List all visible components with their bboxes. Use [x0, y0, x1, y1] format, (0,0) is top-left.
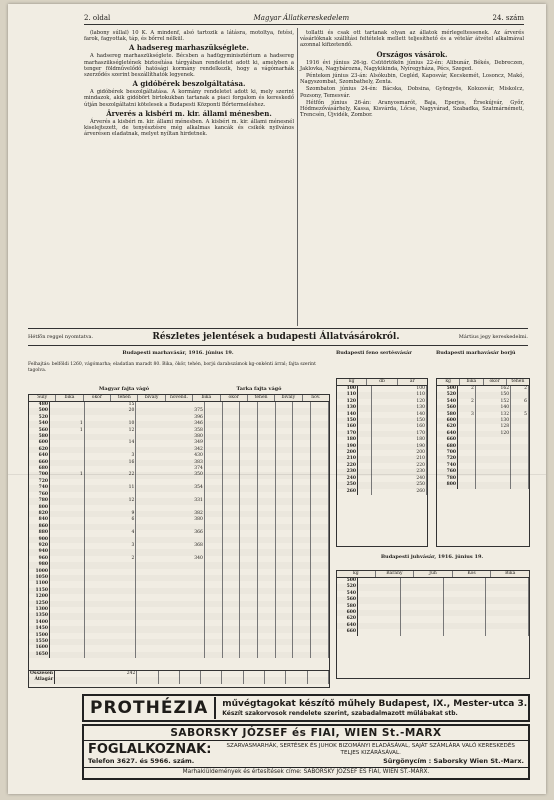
group-header-a: Magyar fajta vágó [98, 386, 150, 392]
weight-cell: 660 [437, 437, 458, 443]
weight-cell: 660 [337, 629, 358, 635]
main-table-totals [28, 670, 330, 688]
value-cell: 220 [372, 463, 427, 469]
newspaper-title: Magyar Állatkereskedelem [253, 14, 350, 22]
weight-cell: 1450 [29, 626, 50, 632]
newspaper-page [8, 4, 546, 794]
column-header: bika [460, 379, 483, 386]
value-cell: 250 [372, 482, 427, 488]
weight-cell: 600 [437, 418, 458, 424]
weight-cell: 250 [337, 482, 358, 488]
weight-cell: 660 [29, 460, 50, 466]
weight-cell: 640 [29, 453, 50, 459]
weight-cell: 240 [337, 476, 358, 482]
weight-cell: 520 [437, 392, 458, 398]
weight-cell: 520 [29, 415, 50, 421]
value-cell: 15 [84, 402, 136, 408]
weight-cell: 680 [437, 444, 458, 450]
weight-cell: 720 [29, 479, 50, 485]
weight-cell: 700 [29, 472, 50, 478]
value-cell [311, 652, 329, 658]
weight-cell: 600 [29, 440, 50, 446]
weight-cell: 780 [437, 476, 458, 482]
value-cell [400, 629, 443, 635]
weight-cell: 540 [29, 421, 50, 427]
table-row [29, 652, 329, 658]
value-cell: 6 [84, 517, 136, 523]
weight-cell: 1050 [29, 575, 50, 581]
value-cell: 382 [136, 511, 205, 517]
column-header: tehén [111, 395, 138, 402]
page-header [84, 12, 524, 25]
value-cell [55, 677, 137, 683]
ad-company-name: SABORSKY JÓZSEF és FIAI, WIEN St.-MARX [84, 726, 528, 741]
article-text: A hadsereg marhaszükséglete. Bécsben a hadügyminisztérium a hadsereg marhaszükségletének biztosítása tárgyában rendeletet adott ki, amelyben a tenger földművelődő hatósági kormány rendelkezik, hogy a vágómarhák szerződés szerint beszállíthatók legyenek. [84, 53, 294, 79]
value-cell [201, 677, 222, 683]
totals-label: Átlagár [29, 677, 55, 683]
weight-cell: 1650 [29, 652, 50, 658]
weight-cell: 620 [437, 424, 458, 430]
report-left-note: Hétfőn reggel nyomtatva. [28, 334, 94, 340]
value-cell [240, 652, 258, 658]
value-cell [486, 629, 529, 635]
value-cell: 1 [50, 428, 85, 434]
weight-cell: 760 [437, 469, 458, 475]
value-cell: 260 [372, 489, 427, 495]
value-cell: 9 [84, 511, 136, 517]
weight-cell: 620 [337, 616, 358, 622]
sheep-table-title: Budapesti juhvásár, 1916. június 19. [380, 554, 484, 560]
weight-cell: 580 [437, 412, 458, 418]
value-cell: 5 [511, 412, 529, 418]
value-cell [204, 652, 222, 658]
calf-price-table [436, 385, 530, 547]
weight-cell: 480 [29, 402, 50, 408]
weight-cell: 940 [29, 549, 50, 555]
value-cell: 162 [475, 386, 510, 392]
weight-cell: 1150 [29, 588, 50, 594]
article-heading: Országos vásárok. [376, 49, 448, 59]
column-header: ökör [484, 379, 507, 386]
value-cell: 11 [84, 485, 136, 491]
weight-cell: 540 [437, 399, 458, 405]
article-text: tollatti és csak ott tartanak olyan az állatok mérlegeltessenek. Az árverés vásárlóknak szállítási feltételek mellett teljesíthető és a vételár átvétel alkalmával azonnal kifizetendő. [300, 30, 524, 49]
value-cell: 358 [136, 428, 205, 434]
ad-footer: Marhakiüldemények és értesítések címe: SABORSKY JÓZSEF ÉS FIAI, WIEN ST.-MARX. [84, 767, 528, 776]
value-cell [286, 677, 307, 683]
weight-cell: 760 [29, 492, 50, 498]
right-article-column [300, 30, 524, 326]
article-text: (labony súllal) 10 K. A mindenf, alsó tartozik a látásra, motoltya, fetési, farok, fagyottak, táp, és bőrrel nélkül. [84, 30, 294, 43]
column-header: Bárány [376, 571, 415, 578]
weight-cell: 140 [337, 412, 358, 418]
weight-cell: 620 [29, 447, 50, 453]
value-cell: 12 [84, 498, 136, 504]
value-cell [307, 677, 328, 683]
calf-table-title: Budapesti marhavásár borjú [436, 350, 516, 356]
value-cell: 150 [372, 418, 427, 424]
page-number: 2. oldal [84, 14, 111, 22]
value-cell: 342 [136, 447, 205, 453]
value-cell: 14 [84, 440, 136, 446]
value-cell: 242 [55, 671, 137, 677]
weight-cell: 110 [337, 392, 358, 398]
sheep-price-table [336, 577, 530, 679]
value-cell [84, 652, 136, 658]
weight-cell: 1200 [29, 594, 50, 600]
weight-cell: 200 [337, 450, 358, 456]
column-header: bivaly [275, 395, 302, 402]
column-header: Kos [453, 571, 492, 578]
value-cell: 380 [136, 517, 205, 523]
hog-table-title: Budapesti feno sertésvásár [336, 350, 412, 356]
value-cell: 2 [458, 399, 476, 405]
column-header: kg [437, 379, 460, 386]
column-header: növ. [311, 395, 321, 400]
value-cell: 22 [84, 472, 136, 478]
table-row [337, 489, 427, 495]
value-cell: 230 [372, 469, 427, 475]
weight-cell: 1400 [29, 620, 50, 626]
value-cell: 3 [84, 543, 136, 549]
article-text: A gidóbérek beszolgáltatása. A kormány rendeletet adott ki, mely szerint mindazok, akik gidóbört birtokukban tartanak a piaci forgalom és kereskedő útján beszolgáltatni kötelesek a Budapesti Központi Bőrtermeléshez. [84, 89, 294, 108]
saborsky-ad [82, 724, 530, 780]
report-title: Részletes jelentések a budapesti Állatvásárokról. [152, 332, 400, 342]
column-header: ár [409, 379, 415, 384]
column-header: bika [56, 395, 83, 402]
weight-cell: 560 [29, 428, 50, 434]
weight-cell: 800 [437, 482, 458, 488]
weight-cell: 800 [29, 505, 50, 511]
weight-cell: 740 [29, 485, 50, 491]
value-cell: 20 [84, 408, 136, 414]
weight-cell: 160 [337, 424, 358, 430]
issue-number: 24. szám [492, 14, 524, 22]
value-cell [511, 482, 529, 488]
weight-cell: 780 [29, 498, 50, 504]
value-cell: 12 [84, 428, 136, 434]
column-header: bika [193, 395, 220, 402]
value-cell [443, 629, 486, 635]
value-cell: 210 [372, 456, 427, 462]
weight-cell: 520 [337, 584, 358, 590]
value-cell: 200 [372, 450, 427, 456]
weight-cell: 260 [337, 489, 358, 495]
weight-cell: 720 [437, 456, 458, 462]
ad-line: Készít szakorvosok rendelete szerint, szabadalmazott műlábakat stb. [222, 710, 458, 717]
main-table-title: Budapesti marhavásár, 1916. június 19. [122, 350, 234, 356]
left-article-column [84, 30, 294, 326]
weight-cell: 560 [337, 597, 358, 603]
totals-row [29, 677, 329, 683]
value-cell: 349 [136, 440, 205, 446]
value-cell [475, 482, 510, 488]
weight-cell: 100 [337, 386, 358, 392]
article-text: Árverés a kisbéri m. kir. állami ménesben. A kisbéri m. kir. állami ménesnél kiselejtezett, de tenyésztésre még alkalmas kancák és csikók nyilvános árverésen eladatnak, melyet nyíltan hirdetnek. [84, 118, 294, 138]
weight-cell: 170 [337, 431, 358, 437]
value-cell [258, 652, 276, 658]
value-cell: 331 [136, 498, 205, 504]
value-cell [458, 482, 476, 488]
weight-cell: 120 [337, 399, 358, 405]
weight-cell: 880 [29, 530, 50, 536]
value-cell: 375 [136, 408, 205, 414]
report-title-row [28, 330, 528, 344]
main-table-subtitle: Felhajtás: belföldi 1260, vágómarha; eladatlan maradt 80. Bika, ökör, tehén, borjú darabszámok kg-onkénti árral; fajta szerint tagolva. [28, 362, 316, 373]
weight-cell: 560 [437, 405, 458, 411]
value-cell: 16 [84, 460, 136, 466]
column-header: ökör [221, 395, 248, 402]
ad-brand: PROTHÉZIA [84, 697, 216, 719]
column-header: növend. [166, 395, 193, 402]
weight-cell: 1300 [29, 607, 50, 613]
value-cell: 240 [372, 476, 427, 482]
value-cell: 340 [136, 556, 205, 562]
value-cell: 140 [475, 405, 510, 411]
ad-description: SZARVASMARHÁK, SERTÉSEK ÉS JUHOK BIZOMÁNYI ELADÁSÁVAL, SAJÁT SZÁMLÁRA VALÓ KERESKEDÉS TELJES KIZÁRÁSÁVAL. [226, 743, 515, 756]
article-heading: Árverés a kisbéri m. kir. állami ménesben. [106, 108, 272, 118]
weight-cell: 150 [337, 418, 358, 424]
value-cell: 160 [372, 424, 427, 430]
value-cell [293, 652, 311, 658]
prothezia-ad [82, 694, 530, 722]
weight-cell: 580 [29, 434, 50, 440]
value-cell [179, 677, 200, 683]
column-header: Juh [414, 571, 453, 578]
value-cell: 180 [372, 437, 427, 443]
value-cell: 140 [372, 412, 427, 418]
weight-cell: 1000 [29, 569, 50, 575]
weight-cell: 980 [29, 562, 50, 568]
weight-cell: 640 [437, 431, 458, 437]
value-cell: 366 [136, 530, 205, 536]
weight-cell: 1500 [29, 633, 50, 639]
weight-cell: 180 [337, 437, 358, 443]
value-cell [243, 677, 264, 683]
value-cell: 150 [475, 392, 510, 398]
weight-cell: 900 [29, 537, 50, 543]
weight-cell: 500 [337, 578, 358, 584]
value-cell: 396 [136, 415, 205, 421]
weight-cell: 230 [337, 469, 358, 475]
value-cell: 2 [84, 556, 136, 562]
value-cell: 2 [511, 386, 529, 392]
weight-cell: 920 [29, 543, 50, 549]
value-cell: 6 [511, 399, 529, 405]
value-cell [158, 677, 179, 683]
weight-cell: 130 [337, 405, 358, 411]
value-cell: 3 [458, 412, 476, 418]
value-cell: 130 [372, 405, 427, 411]
fair-list: Pénteken június 23-án: Alsókubin, Cegléd, Kaposvár, Kecskemét, Losoncz, Makó, Nagyszombat, Szombathely, Zenta. [300, 73, 524, 86]
weight-cell: 640 [337, 623, 358, 629]
value-cell: 1 [50, 472, 85, 478]
weight-cell: 1550 [29, 639, 50, 645]
value-cell: 120 [372, 399, 427, 405]
weight-cell: 1350 [29, 613, 50, 619]
column-header: bivaly [138, 395, 165, 402]
value-cell: 100 [372, 386, 427, 392]
article-heading: A gidóbérek beszolgáltatása. [132, 79, 246, 89]
value-cell: 152 [475, 399, 510, 405]
weight-cell: 820 [29, 511, 50, 517]
weight-cell: 860 [29, 524, 50, 530]
weight-cell: 1600 [29, 645, 50, 651]
value-cell [50, 652, 85, 658]
ad-line: művégtagokat készítő műhely Budapest, IX., Mester-utca 3. [222, 699, 528, 709]
value-cell: 374 [136, 466, 205, 472]
value-cell: 430 [136, 453, 205, 459]
value-cell [136, 652, 205, 658]
value-cell [358, 629, 401, 635]
weight-cell: 540 [337, 591, 358, 597]
column-divider [297, 28, 298, 326]
value-cell: 346 [136, 421, 205, 427]
section-rule [28, 345, 528, 346]
fair-list: Hétfőn június 26-án: Aranyosmarót, Baja, Eperjes, Érsekújvár, Győr, Hódmezővásárhely, Kassa, Kisvárda, Lőcse, Nagyvárad, Szabadka, Szatmárnémeti, Trencsén, Újvidék, Zombor. [300, 99, 524, 119]
value-cell [358, 489, 372, 495]
value-cell [222, 677, 243, 683]
value-cell: 190 [372, 444, 427, 450]
main-price-table [28, 401, 330, 671]
column-header: kg [337, 571, 376, 578]
value-cell: 2 [458, 386, 476, 392]
report-right-note: Mártius jegy kereskedelmi. [458, 334, 528, 340]
value-cell [137, 677, 158, 683]
value-cell: 4 [84, 530, 136, 536]
value-cell: 130 [475, 418, 510, 424]
value-cell: 170 [372, 431, 427, 437]
value-cell: 132 [475, 412, 510, 418]
weight-cell: 1100 [29, 581, 50, 587]
ad-telegram: Sürgönycím : Saborsky Wien St.-Marx. [383, 757, 524, 765]
value-cell: 368 [136, 543, 205, 549]
weight-cell: 580 [337, 604, 358, 610]
value-cell: 1 [50, 421, 85, 427]
weight-cell: 220 [337, 463, 358, 469]
article-heading: A hadsereg marhaszükséglete. [129, 43, 249, 53]
value-cell: 10 [84, 421, 136, 427]
value-cell: 380 [136, 434, 205, 440]
weight-cell: 500 [437, 386, 458, 392]
weight-cell: 600 [337, 610, 358, 616]
value-cell [222, 652, 240, 658]
hog-price-table [336, 385, 428, 547]
ad-phone: Telefon 3627. és 5966. szám. [88, 757, 195, 765]
column-header: tehén [248, 395, 275, 402]
value-cell [275, 652, 293, 658]
table-row [337, 629, 529, 635]
weight-cell: 680 [29, 466, 50, 472]
fair-list: 1916 évi június 26-ig. Csütörtökön június 22-én: Alibunár, Békés, Debreczen, Jaklovka, Nagybározna, Nagykikinda, Nyíregyháza, Pécs, Szeged. [300, 59, 524, 72]
weight-cell: 1250 [29, 601, 50, 607]
value-cell: 383 [136, 460, 205, 466]
paper-fold [8, 474, 546, 475]
section-rule [28, 328, 528, 329]
weight-cell: 700 [437, 450, 458, 456]
fair-list: Szombaton június 24-én: Bácska, Dobsina, Gyöngyös, Kolozsvár, Miskolcz, Pozsony, Temesvár. [300, 86, 524, 99]
weight-cell: 210 [337, 456, 358, 462]
column-header: kg [337, 379, 367, 386]
weight-cell: 190 [337, 444, 358, 450]
ad-heading: FOGLALKOZNAK: [88, 742, 212, 757]
column-header: Súly [29, 395, 56, 402]
column-header: tehén [511, 379, 525, 384]
totals-label: Összesen [30, 671, 54, 676]
value-cell: 354 [136, 485, 205, 491]
column-header: Bika [505, 571, 516, 576]
value-cell: 3 [84, 453, 136, 459]
value-cell: 350 [136, 472, 205, 478]
weight-cell: 960 [29, 556, 50, 562]
value-cell: 128 [475, 424, 510, 430]
value-cell [265, 677, 286, 683]
weight-cell: 740 [437, 463, 458, 469]
value-cell: 110 [372, 392, 427, 398]
column-header: ökör [84, 395, 111, 402]
table-row [437, 482, 529, 488]
group-header-b: Tarka fajta vágó [236, 386, 282, 392]
weight-cell: 500 [29, 408, 50, 414]
value-cell: 120 [475, 431, 510, 437]
weight-cell: 840 [29, 517, 50, 523]
column-header: db [367, 379, 397, 386]
